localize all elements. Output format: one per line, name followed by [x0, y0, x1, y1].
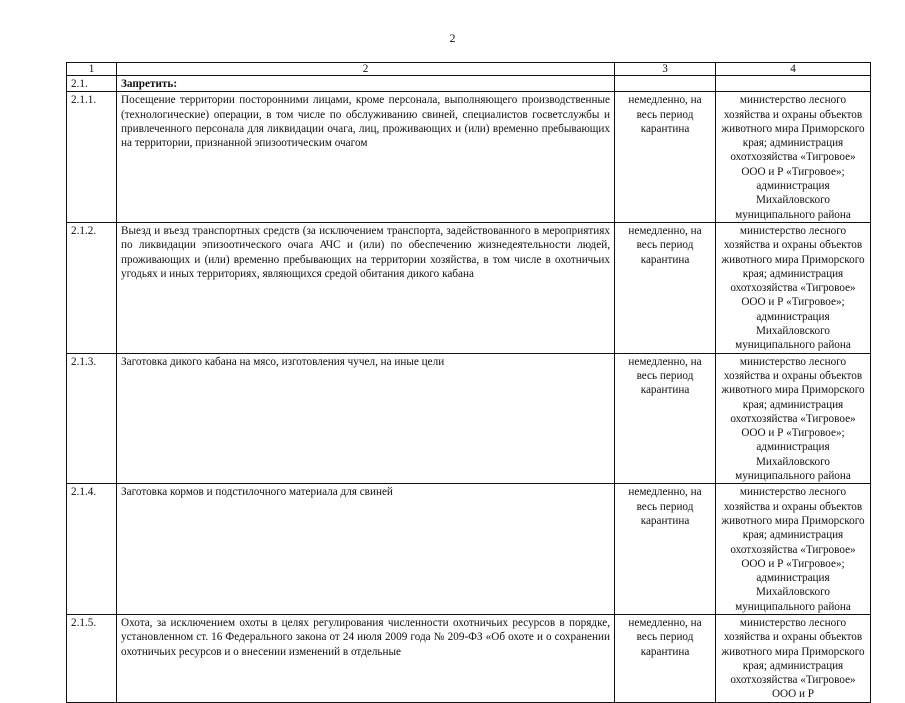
item-description: Заготовка дикого кабана на мясо, изготовления чучел, на иные цели — [117, 353, 615, 484]
item-responsible: министерство лесного хозяйства и охраны объектов животного мира Приморского края; администрация охотхозяйства «Тигровое» ООО и Р «Тигровое»; администрация Михайловского муниципального района — [716, 484, 871, 615]
item-responsible: министерство лесного хозяйства и охраны объектов животного мира Приморского края; администрация охотхозяйства «Тигровое» ООО и Р «Тигровое»; администрация Михайловского муниципального района — [716, 353, 871, 484]
item-description: Заготовка кормов и подстилочного материала для свиней — [117, 484, 615, 615]
column-header: 1 — [67, 63, 117, 76]
item-term: немедленно, на весь период карантина — [615, 222, 716, 353]
table-header-row — [67, 63, 871, 76]
section-row — [67, 76, 871, 92]
item-number: 2.1.1. — [67, 92, 117, 223]
item-responsible: министерство лесного хозяйства и охраны объектов животного мира Приморского края; администрация охотхозяйства «Тигровое» ООО и Р «Тигровое»; администрация Михайловского муниципального района — [716, 222, 871, 353]
table-row — [67, 222, 871, 353]
table-row — [67, 92, 871, 223]
item-number: 2.1.3. — [67, 353, 117, 484]
item-term: немедленно, на весь период карантина — [615, 614, 716, 702]
table-row — [67, 614, 871, 702]
item-number: 2.1.2. — [67, 222, 117, 353]
column-header: 3 — [615, 63, 716, 76]
column-header: 4 — [716, 63, 871, 76]
table-row — [67, 484, 871, 615]
item-description: Выезд и въезд транспортных средств (за исключением транспорта, задействованного в мероприятиях по ликвидации эпизоотического очага АЧС и (или) по обеспечению жизнедеятельности людей, проживающих и (или) временно пребывающих на территории хозяйства, в том числе в охотничьих угодьях и иных территориях, являющихся средой обитания дикого кабана — [117, 222, 615, 353]
table-row — [67, 353, 871, 484]
item-term: немедленно, на весь период карантина — [615, 92, 716, 223]
section-number: 2.1. — [67, 76, 117, 92]
page-number: 2 — [449, 31, 456, 45]
quarantine-measures-table — [66, 62, 871, 703]
item-description: Посещение территории посторонними лицами, кроме персонала, выполняющего производственные (технологические) операции, в том числе по обслуживанию свиней, специалистов госветслужбы и привлеченного персонала для ликвидации очага, лиц, проживающих и (или) временно пребывающих на территории, признанной эпизоотическим очагом — [117, 92, 615, 223]
item-term: немедленно, на весь период карантина — [615, 484, 716, 615]
item-number: 2.1.5. — [67, 614, 117, 702]
empty-cell — [615, 76, 716, 92]
item-description: Охота, за исключением охоты в целях регулирования численности охотничьих ресурсов в порядке, установленном ст. 16 Федерального закона от 24 июля 2009 года № 209-ФЗ «Об охоте и о сохранении охотничьих ресурсов и о внесении изменений в отдельные — [117, 614, 615, 702]
empty-cell — [716, 76, 871, 92]
item-responsible: министерство лесного хозяйства и охраны объектов животного мира Приморского края; администрация охотхозяйства «Тигровое» ООО и Р «Тигровое»; администрация Михайловского муниципального района — [716, 92, 871, 223]
item-responsible: министерство лесного хозяйства и охраны объектов животного мира Приморского края; администрация охотхозяйства «Тигровое» ООО и Р — [716, 614, 871, 702]
column-header: 2 — [117, 63, 615, 76]
item-term: немедленно, на весь период карантина — [615, 353, 716, 484]
item-number: 2.1.4. — [67, 484, 117, 615]
section-title: Запретить: — [117, 76, 615, 92]
